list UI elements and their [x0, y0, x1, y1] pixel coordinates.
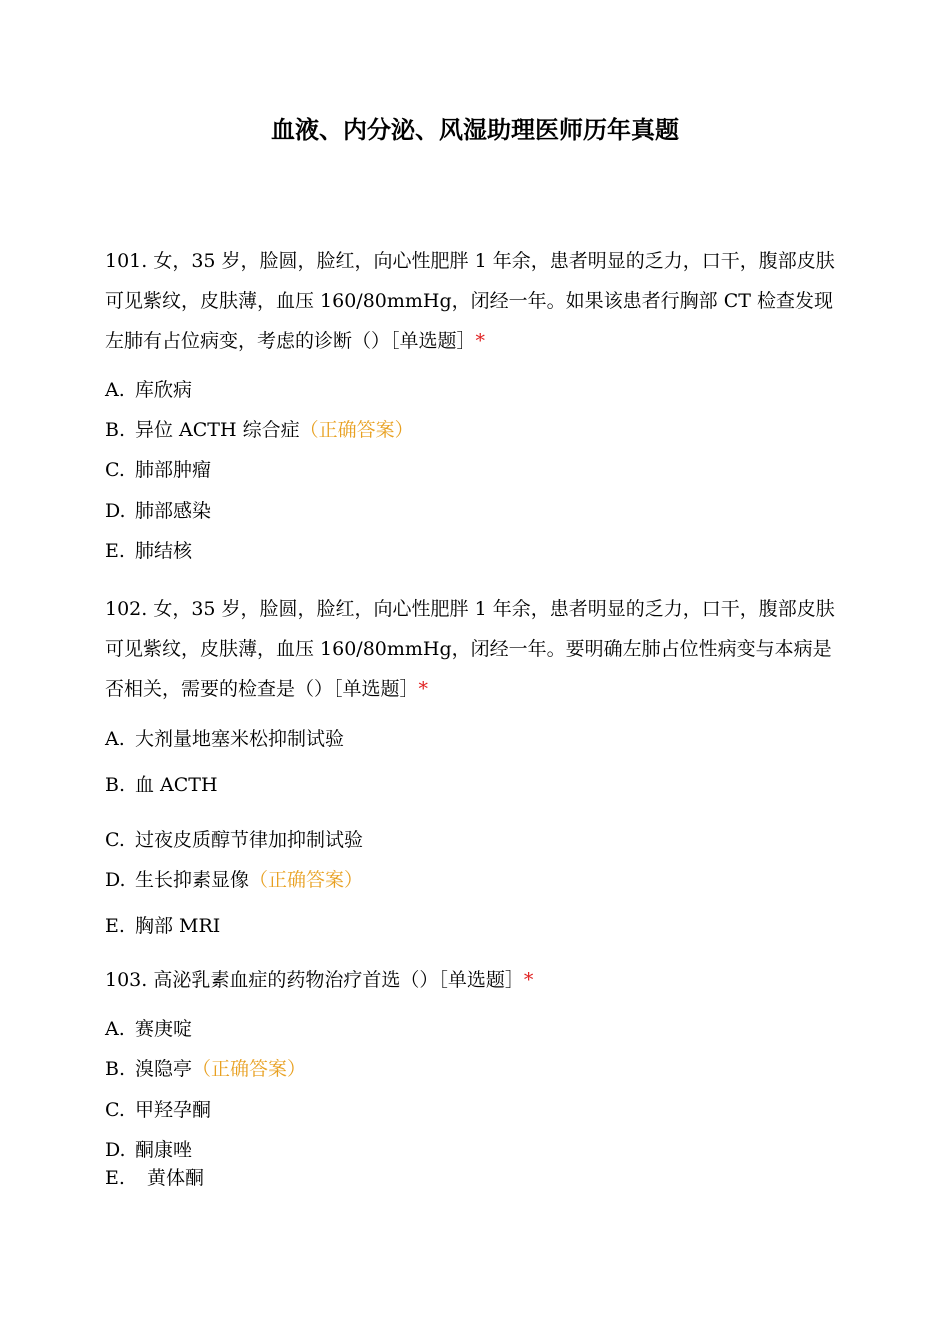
- required-asterisk: *: [475, 330, 486, 352]
- option-letter: B.: [105, 419, 126, 441]
- question-102-option-a[interactable]: [105, 724, 344, 754]
- option-letter: B.: [105, 774, 126, 796]
- option-text: 肺结核: [135, 540, 193, 562]
- question-stem-text: 101. 女，35 岁，脸圆，脸红，向心性肥胖 1 年余，患者明显的乏力，口干，腹部皮肤可见紫纹，皮肤薄，血压 160/80mmHg，闭经一年。如果该患者行胸部 CT 检查发现左肺有占位病变，考虑的诊断（）［单选题］: [105, 250, 835, 352]
- option-letter: B.: [105, 1058, 126, 1080]
- option-text: 大剂量地塞米松抑制试验: [135, 728, 345, 750]
- question-101-stem: [105, 241, 840, 361]
- question-102-option-e[interactable]: [105, 911, 220, 941]
- question-103-option-e[interactable]: [105, 1163, 204, 1193]
- option-text: 甲羟孕酮: [135, 1099, 212, 1121]
- option-text: 生长抑素显像: [135, 869, 250, 891]
- option-text: 肺部感染: [135, 500, 212, 522]
- question-102-option-b[interactable]: [105, 770, 218, 800]
- option-text: 异位 ACTH 综合症: [135, 419, 300, 441]
- question-103-stem: [105, 960, 840, 1000]
- question-103-option-b[interactable]: [105, 1054, 306, 1084]
- question-101-option-c[interactable]: [105, 455, 211, 485]
- question-stem-text: 102. 女，35 岁，脸圆，脸红，向心性肥胖 1 年余，患者明显的乏力，口干，腹部皮肤可见紫纹，皮肤薄，血压 160/80mmHg，闭经一年。要明确左肺占位性病变与本病是否相关，需要的检查是（）［单选题］: [105, 598, 835, 700]
- option-letter: E.: [105, 540, 125, 562]
- question-102-option-d[interactable]: [105, 865, 363, 895]
- question-101-option-d[interactable]: [105, 496, 211, 526]
- question-102-stem: [105, 589, 840, 709]
- option-text: 酮康唑: [135, 1139, 193, 1161]
- option-letter: A.: [105, 379, 125, 401]
- option-letter: D.: [105, 869, 126, 891]
- option-letter: D.: [105, 500, 126, 522]
- option-letter: A.: [105, 1018, 125, 1040]
- option-text: 赛庚啶: [135, 1018, 193, 1040]
- required-asterisk: *: [523, 969, 534, 991]
- required-asterisk: *: [418, 678, 429, 700]
- option-letter: A.: [105, 728, 125, 750]
- option-text: 库欣病: [135, 379, 193, 401]
- option-letter: C.: [105, 1099, 125, 1121]
- option-letter: C.: [105, 829, 125, 851]
- option-text: 黄体酮: [147, 1167, 205, 1189]
- correct-answer-tag: （正确答案）: [299, 419, 414, 441]
- question-stem-text: 103. 高泌乳素血症的药物治疗首选（）［单选题］: [105, 969, 524, 991]
- option-text: 过夜皮质醇节律加抑制试验: [135, 829, 364, 851]
- page-title: 血液、内分泌、风湿助理医师历年真题: [271, 116, 679, 144]
- option-text: 溴隐亭: [135, 1058, 193, 1080]
- question-103-option-a[interactable]: [105, 1014, 192, 1044]
- question-101-option-a[interactable]: [105, 375, 192, 405]
- option-letter: C.: [105, 459, 125, 481]
- question-102-option-c[interactable]: [105, 825, 363, 855]
- question-103-option-d[interactable]: [105, 1135, 192, 1165]
- question-101-option-e[interactable]: [105, 536, 192, 566]
- correct-answer-tag: （正确答案）: [192, 1058, 307, 1080]
- option-letter: D.: [105, 1139, 126, 1161]
- option-text: 胸部 MRI: [135, 915, 221, 937]
- option-text: 肺部肿瘤: [135, 459, 212, 481]
- option-letter: E.: [105, 915, 125, 937]
- option-text: 血 ACTH: [135, 774, 218, 796]
- correct-answer-tag: （正确答案）: [249, 869, 364, 891]
- question-103-option-c[interactable]: [105, 1095, 211, 1125]
- option-letter: E.: [105, 1167, 125, 1189]
- question-101-option-b[interactable]: [105, 415, 414, 445]
